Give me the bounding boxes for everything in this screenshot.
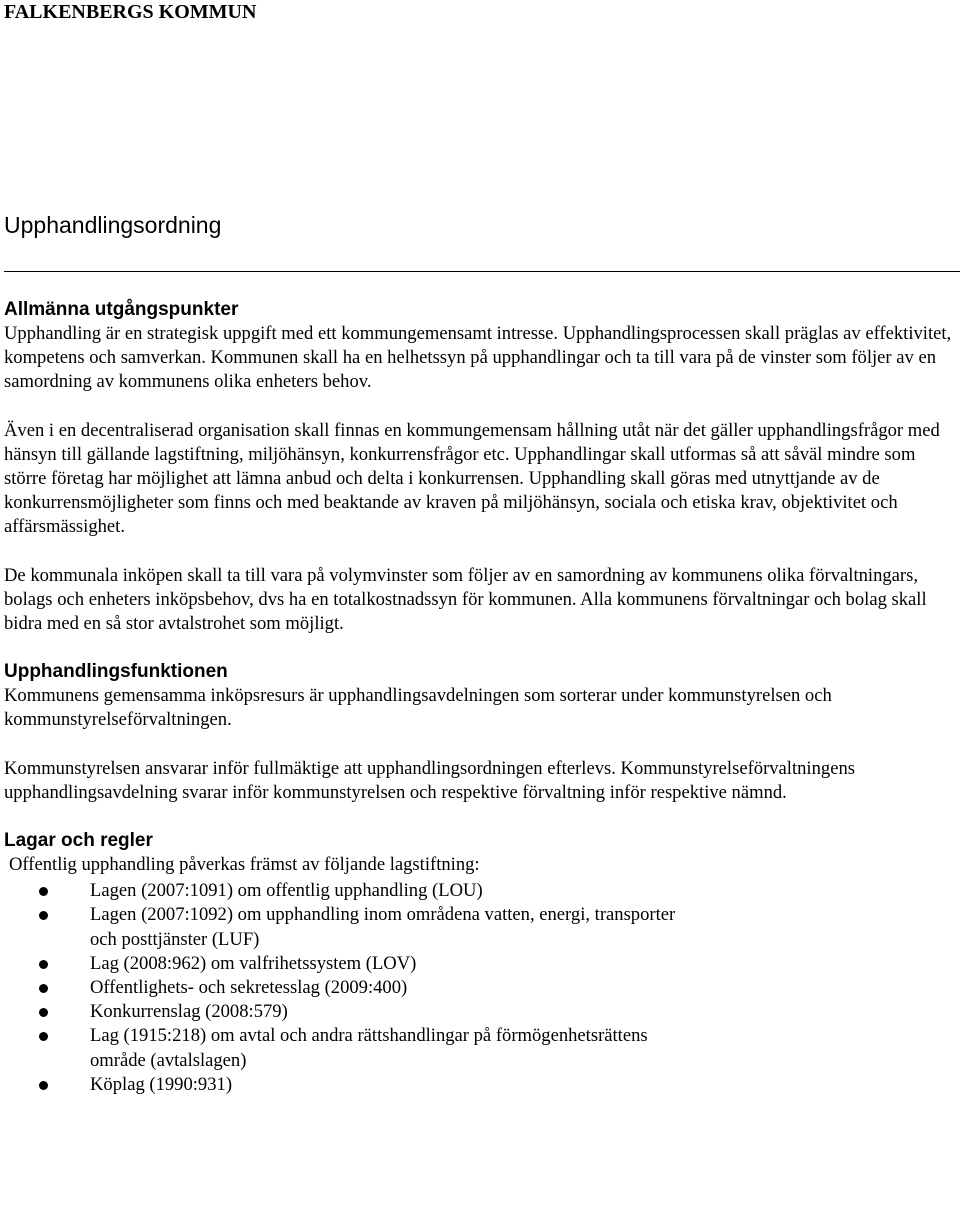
list-item	[4, 952, 690, 976]
document-body	[4, 298, 956, 1097]
list-item-text: Offentlighets- och sekretesslag (2009:400)	[90, 977, 408, 999]
section-heading-laws: Lagar och regler	[4, 830, 153, 852]
bullet-icon	[39, 960, 48, 969]
laws-intro: Offentlig upphandling påverkas främst av följande lagstiftning:	[9, 854, 480, 876]
paragraph: Kommunens gemensamma inköpsresurs är upphandlingsavdelningen som sorterar under kommunstyrelsen och kommunstyrelseförvaltningen.	[4, 685, 832, 731]
bullet-icon	[39, 1032, 48, 1041]
list-item	[4, 1024, 690, 1072]
list-item-text: Lag (1915:218) om avtal och andra rättshandlingar på förmögenhetsrättens område (avtalslagen)	[90, 1025, 648, 1071]
paragraph: Kommunstyrelsen ansvarar inför fullmäktige att upphandlingsordningen efterlevs. Kommunstyrelseförvaltningens upphandlingsavdelning svarar inför kommunstyrelsen och respektive förvaltning inför respektive nämnd.	[4, 757, 855, 803]
title-divider	[4, 271, 960, 272]
list-item-text: Lagen (2007:1092) om upphandling inom områdena vatten, energi, transporter och posttjänster (LUF)	[90, 904, 676, 950]
section-heading-function: Upphandlingsfunktionen	[4, 661, 228, 683]
bullet-icon	[39, 1008, 48, 1017]
bullet-icon	[39, 984, 48, 993]
organization-name: FALKENBERGS KOMMUN	[4, 1, 257, 23]
list-item-text: Lagen (2007:1091) om offentlig upphandling (LOU)	[90, 880, 483, 902]
bullet-icon	[39, 1081, 48, 1090]
list-item-text: Lag (2008:962) om valfrihetssystem (LOV)	[90, 952, 417, 974]
page-title: Upphandlingsordning	[4, 212, 222, 238]
list-item	[4, 1000, 690, 1024]
list-item-text: Köplag (1990:931)	[90, 1073, 233, 1095]
section-heading-general: Allmänna utgångspunkter	[4, 299, 239, 320]
paragraph: Även i en decentraliserad organisation skall finnas en kommungemensam hållning utåt när det gäller upphandlingsfrågor med hänsyn till gällande lagstiftning, miljöhänsyn, konkurrensfrågor etc. Upphandlingar skall utformas så att såväl mindre som större företag har möjlighet att lämna anbud och delta i konkurrensen. Upphandling skall göras med utnyttjande av de konkurrensmöjligheter som finns och med beaktande av kraven på miljöhänsyn, sociala och etiska krav, objektivitet och affärsmässighet.	[4, 419, 940, 538]
list-item	[4, 879, 690, 903]
paragraph: De kommunala inköpen skall ta till vara på volymvinster som följer av en samordning av kommunens olika förvaltningars, bolags och enheters inköpsbehov, dvs ha en totalkostnadssyn för kommunen. Alla kommunens förvaltningar och bolag skall bidra med en så stor avtalstrohet som möjligt.	[4, 564, 927, 635]
paragraph: Upphandling är en strategisk uppgift med ett kommungemensamt intresse. Upphandlingsprocessen skall präglas av effektivitet, kompetens och samverkan. Kommunen skall ha en helhetssyn på upphandlingar och ta till vara på de vinster som följer av en samordning av kommunens olika enheters behov.	[4, 323, 952, 393]
list-item	[4, 903, 690, 951]
list-item	[4, 976, 690, 1000]
bullet-icon	[39, 887, 48, 896]
bullet-icon	[39, 911, 48, 920]
list-item-text: Konkurrenslag (2008:579)	[90, 1001, 288, 1023]
laws-list	[4, 879, 956, 1097]
list-item	[4, 1073, 690, 1097]
